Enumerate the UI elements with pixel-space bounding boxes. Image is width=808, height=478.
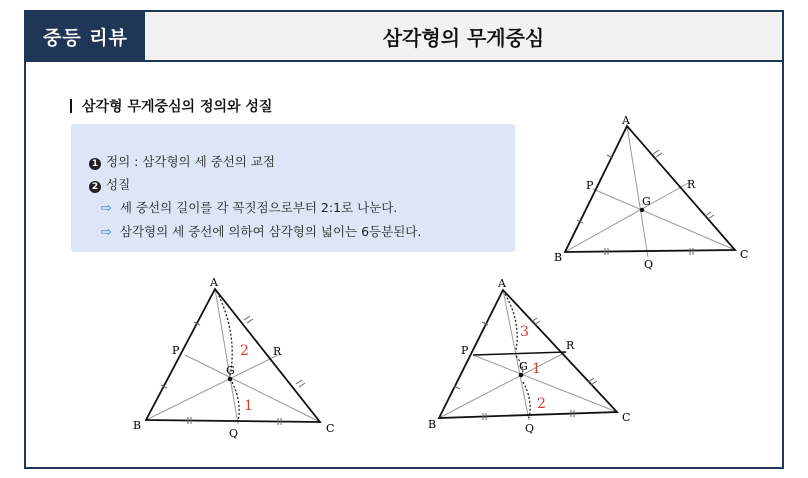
- vertex-c-label: C: [740, 248, 749, 261]
- definition-box: [71, 124, 515, 252]
- point-r-label: R: [566, 339, 575, 352]
- ratio-label-2: 2: [537, 396, 546, 412]
- centroid-diagram-basic: [545, 112, 755, 272]
- point-q-label: Q: [525, 422, 535, 435]
- ratio-label-3: 3: [520, 324, 529, 340]
- vertex-b-label: B: [428, 418, 437, 431]
- vertex-a-label: A: [498, 277, 506, 290]
- property-label: 성질: [106, 177, 131, 192]
- page-title: 삼각형의 무게중심: [145, 12, 782, 60]
- point-p-label: P: [172, 344, 180, 357]
- point-r-label: R: [273, 345, 282, 358]
- number-badge-2: 2: [89, 181, 101, 193]
- vertex-b-label: B: [133, 419, 142, 432]
- property-item-2: [101, 222, 421, 240]
- point-q-label: Q: [644, 258, 654, 271]
- vertex-c-label: C: [326, 422, 335, 435]
- vertex-a-label: A: [210, 276, 218, 289]
- heading-bar: [70, 99, 72, 113]
- centroid-g-label: G: [642, 195, 651, 208]
- vertex-c-label: C: [622, 411, 631, 424]
- definition-line: [89, 152, 275, 170]
- section-heading-text: 삼각형 무게중심의 정의와 성질: [82, 99, 273, 115]
- ratio-label-1: 1: [532, 361, 541, 377]
- arrow-right-icon: ⇨: [101, 225, 112, 240]
- vertex-a-label: A: [622, 114, 630, 127]
- vertex-b-label: B: [554, 251, 563, 264]
- point-r-label: R: [687, 178, 696, 191]
- centroid-g-label: G: [519, 360, 528, 373]
- header-divider: [26, 60, 782, 62]
- section-heading: [70, 96, 272, 116]
- property-item-1: [101, 198, 397, 216]
- property-item-2-text: 삼각형의 세 중선에 의하여 삼각형의 넓이는 6등분된다.: [119, 224, 422, 239]
- arrow-right-icon: ⇨: [101, 201, 112, 216]
- point-q-label: Q: [229, 427, 239, 440]
- point-p-label: P: [461, 344, 469, 357]
- property-line: [89, 175, 130, 193]
- ratio-label-1: 1: [244, 398, 253, 414]
- point-p-label: P: [586, 179, 594, 192]
- definition-text: 정의 : 삼각형의 세 중선의 교점: [106, 154, 275, 169]
- ratio-label-2: 2: [240, 343, 249, 359]
- centroid-diagram-parallel: [425, 272, 640, 442]
- category-tag: 중등 리뷰: [26, 12, 145, 60]
- number-badge-1: 1: [89, 158, 101, 170]
- centroid-diagram-ratio: [128, 272, 343, 442]
- property-item-1-text: 세 중선의 길이를 각 꼭짓점으로부터 2:1로 나눈다.: [119, 200, 398, 215]
- centroid-g-label: G: [226, 364, 235, 377]
